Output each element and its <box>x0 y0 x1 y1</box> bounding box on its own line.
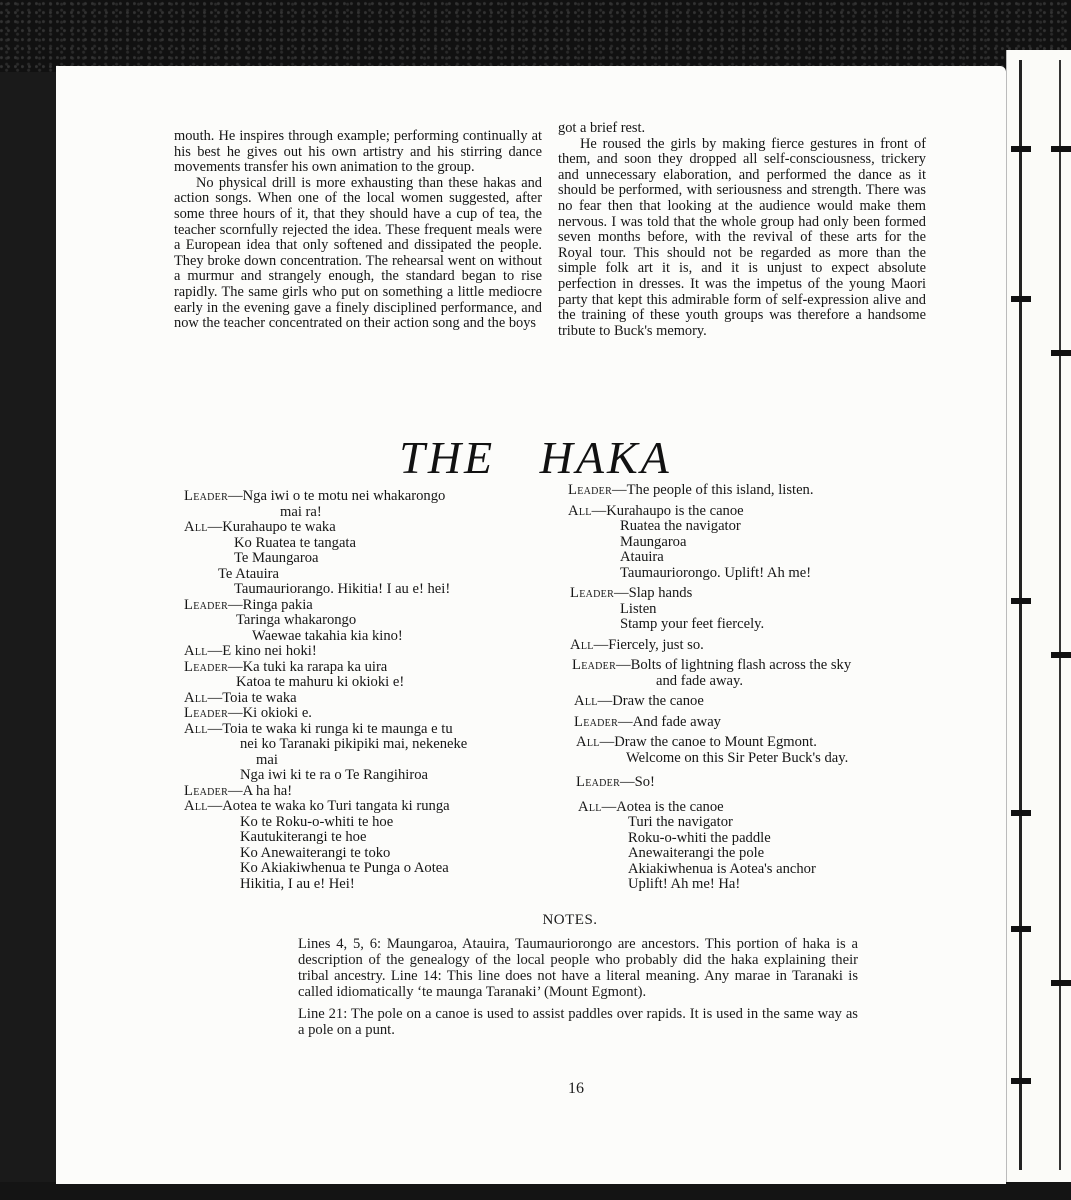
speaker-label: All <box>568 502 592 519</box>
verse-line <box>184 830 564 846</box>
verse-line <box>184 582 564 598</box>
verse-text: Ko Akiakiwhenua te Punga o Aotea <box>240 860 449 876</box>
verse-line <box>568 815 948 831</box>
verse-line <box>568 566 948 582</box>
verse-text: Roku-o-whiti the paddle <box>628 829 771 846</box>
speaker-label: All <box>570 636 594 653</box>
speaker-label: Leader <box>184 658 229 675</box>
haka-maori-text <box>184 489 564 892</box>
verse-text: Waewae takahia kia kino! <box>252 627 403 644</box>
verse-line <box>184 784 564 800</box>
verse-text: Ki okioki e. <box>242 705 312 721</box>
verse-line <box>568 638 948 654</box>
verse-line <box>184 815 564 831</box>
speaker-dash: — <box>601 798 617 815</box>
speaker-dash: — <box>228 658 243 675</box>
speaker-dash: — <box>618 713 633 730</box>
verse-line <box>568 831 948 847</box>
verse-text: Bolts of lightning flash across the sky <box>630 657 852 673</box>
binding-mark <box>1011 598 1031 604</box>
verse-text: Stamp your feet fiercely. <box>620 616 765 632</box>
verse-line <box>184 846 564 862</box>
body-left-column <box>174 129 542 332</box>
speaker-dash: — <box>228 596 243 613</box>
verse-text: Fiercely, just so. <box>608 636 704 653</box>
verse-line <box>568 550 948 566</box>
speaker-label: All <box>184 689 208 706</box>
verse-text: Taringa whakarongo <box>236 612 357 628</box>
verse-text: Katoa te mahuru ki okioki e! <box>236 674 405 690</box>
speaker-dash: — <box>597 693 613 709</box>
haka-english-translation <box>568 483 948 893</box>
note-paragraph: Line 21: The pole on a canoe is used to assist paddles over rapids. It is used in the same way as a pole on a punt. <box>298 1006 858 1038</box>
verse-text: Nga iwi ki te ra o Te Rangihiroa <box>240 767 428 783</box>
speaker-label: Leader <box>184 782 229 799</box>
verse-line <box>184 753 564 769</box>
speaker-label: Leader <box>570 585 615 601</box>
speaker-dash: — <box>612 482 627 498</box>
scan-border-top <box>0 0 1071 72</box>
edge-rule <box>1059 60 1061 1170</box>
speaker-label: Leader <box>568 482 613 498</box>
speaker-dash: — <box>620 774 635 790</box>
verse-line <box>568 862 948 878</box>
verse-text: Toia te waka <box>222 689 297 706</box>
verse-text: Aotea is the canoe <box>616 798 724 815</box>
verse-text: Turi the navigator <box>628 814 733 830</box>
speaker-label: All <box>184 519 208 535</box>
verse-text: Kurahaupo is the canoe <box>606 502 744 519</box>
verse-text: The people of this island, listen. <box>626 482 814 498</box>
verse-text: Taumauriorango. Hikitia! I au e! hei! <box>234 581 451 597</box>
verse-text: Ko te Roku-o-whiti te hoe <box>240 813 394 830</box>
speaker-dash: — <box>593 636 609 653</box>
binding-mark <box>1051 652 1071 658</box>
binding-mark <box>1051 350 1071 356</box>
body-right-column <box>558 121 926 339</box>
speaker-dash: — <box>616 657 631 673</box>
verse-line <box>184 861 564 877</box>
verse-text: Kurahaupo te waka <box>222 519 336 535</box>
verse-text: mai <box>256 751 278 768</box>
verse-text: Taumauriorongo. Uplift! Ah me! <box>620 564 812 581</box>
speaker-label: All <box>184 798 208 814</box>
verse-text: Uplift! Ah me! Ha! <box>628 876 741 892</box>
verse-text: Listen <box>620 600 657 617</box>
verse-line <box>184 536 564 552</box>
verse-line <box>184 629 564 645</box>
verse-text: Hikitia, I au e! Hei! <box>240 875 355 892</box>
scan-border-bottom <box>0 1182 1071 1200</box>
verse-text: Ko Ruatea te tangata <box>234 534 356 551</box>
verse-line <box>184 768 564 784</box>
speaker-dash: — <box>207 689 223 706</box>
body-paragraph: He roused the girls by making fierce gestures in front of them, and soon they dropped all self-consciousness, trickery and unnecessary elaboration, and performed the dance as it should be performed, with seriousness and strength. There was no fear then that looking at the audience would make them nervous. I was told that the whole group had only been formed seven months before, with the revival of these arts for the Royal tour. This should not be regarded as more than the simple folk art it is, and it is unjust to expect absolute perfection in dresses. It was the impetus of the young Maori party that kept this admirable form of self-expression alive and the training of these youth groups was therefore a handsome tribute to Buck's memory. <box>558 135 926 339</box>
verse-text: Ruatea the navigator <box>620 518 741 534</box>
verse-text: nei ko Taranaki pikipiki mai, nekeneke <box>240 736 468 752</box>
speaker-label: Leader <box>574 713 619 730</box>
verse-line <box>184 613 564 629</box>
speaker-dash: — <box>207 720 223 737</box>
page-title: THE HAKA <box>399 432 672 483</box>
speaker-dash: — <box>591 502 607 519</box>
speaker-label: Leader <box>184 488 229 504</box>
speaker-label: Leader <box>184 596 229 613</box>
speaker-dash: — <box>228 488 243 504</box>
verse-line <box>184 520 564 536</box>
verse-line <box>184 877 564 893</box>
speaker-label: All <box>184 720 208 737</box>
verse-text: Te Maungaroa <box>234 550 319 566</box>
verse-text: Kautukiterangi te hoe <box>240 829 367 845</box>
binding-mark <box>1011 296 1031 302</box>
verse-line <box>568 658 948 674</box>
verse-line <box>184 505 564 521</box>
verse-line <box>184 737 564 753</box>
binding-mark <box>1011 146 1031 152</box>
speaker-dash: — <box>207 519 223 535</box>
verse-text: Ko Anewaiterangi te toko <box>240 844 391 861</box>
verse-line <box>568 504 948 520</box>
speaker-label: All <box>574 693 598 709</box>
verse-text: Aotea te waka ko Turi tangata ki runga <box>222 798 450 814</box>
verse-text: Draw the canoe <box>612 693 704 709</box>
verse-line <box>568 535 948 551</box>
speaker-label: Leader <box>576 774 621 790</box>
verse-text: A ha ha! <box>242 782 293 799</box>
notes-section <box>298 936 858 1044</box>
body-paragraph: No physical drill is more exhausting than these hakas and action songs. When one of the local women suggested, after some three hours of it, that they should have a cup of tea, the teacher scornfully rejected the idea. These frequent meals were a European idea that only softened and dissipated the people. They broke down concentration. The rehearsal went on without a murmur and strangely enough, the standard began to rise rapidly. The same girls who put on something a little mediocre early in the evening gave a finely disciplined performance, and now the teacher concentrated on their action song and the boys <box>174 174 542 332</box>
verse-text: Nga iwi o te motu nei whakarongo <box>242 488 446 504</box>
verse-text: Ringa pakia <box>242 596 313 613</box>
note-paragraph: Lines 4, 5, 6: Maungaroa, Atauira, Taumauriorongo are ancestors. This portion of haka is a description of the genealogy of the local people who probably did the haka explaining their tribal ancestry. Line 14: This line does not have a literal meaning. Any marae in Taranaki is called idiomatically ‘te maunga Taranaki’ (Mount Egmont). <box>298 936 858 1000</box>
verse-line <box>568 846 948 862</box>
verse-line <box>568 617 948 633</box>
speaker-label: All <box>184 643 208 659</box>
speaker-dash: — <box>599 734 615 750</box>
verse-line <box>184 706 564 722</box>
verse-text: Anewaiterangi the pole <box>628 845 765 861</box>
verse-text: Akiakiwhenua is Aotea's anchor <box>628 860 816 877</box>
verse-text: Te Atauira <box>218 565 279 582</box>
verse-line <box>184 551 564 567</box>
verse-line <box>568 483 948 499</box>
speaker-label: All <box>576 734 600 750</box>
verse-line <box>568 602 948 618</box>
verse-text: Draw the canoe to Mount Egmont. <box>614 734 817 750</box>
verse-line <box>184 644 564 660</box>
binding-mark <box>1051 980 1071 986</box>
edge-rule <box>1019 60 1022 1170</box>
verse-text: Welcome on this Sir Peter Buck's day. <box>626 749 849 766</box>
verse-line <box>184 691 564 707</box>
page-number: 16 <box>568 1080 584 1097</box>
speaker-dash: — <box>228 782 243 799</box>
speaker-dash: — <box>228 705 243 721</box>
speaker-label: All <box>578 798 602 815</box>
facing-page-edge <box>1006 50 1071 1182</box>
verse-text: and fade away. <box>656 672 743 689</box>
verse-line <box>184 722 564 738</box>
body-paragraph: got a brief rest. <box>558 120 646 136</box>
verse-line <box>568 775 948 791</box>
speaker-dash: — <box>207 643 223 659</box>
verse-text: Maungaroa <box>620 533 687 550</box>
verse-line <box>184 660 564 676</box>
verse-line <box>184 675 564 691</box>
verse-line <box>568 735 948 751</box>
verse-line <box>568 751 948 767</box>
verse-text: Toia te waka ki runga ki te maunga e tu <box>222 720 453 737</box>
verse-text: Atauira <box>620 549 664 565</box>
speaker-label: Leader <box>572 657 617 673</box>
verse-text: Ka tuki ka rarapa ka uira <box>242 658 388 675</box>
verse-line <box>568 694 948 710</box>
verse-text: And fade away <box>632 713 721 730</box>
verse-text: mai ra! <box>280 503 322 520</box>
verse-text: So! <box>634 774 655 790</box>
verse-line <box>568 800 948 816</box>
verse-line <box>568 519 948 535</box>
verse-line <box>184 598 564 614</box>
verse-text: E kino nei hoki! <box>222 643 317 659</box>
body-paragraph: mouth. He inspires through example; performing continually at his best he gives out his own artistry and his stirring dance movements transfer his own animation to the group. <box>174 128 542 176</box>
binding-mark <box>1011 810 1031 816</box>
binding-mark <box>1051 146 1071 152</box>
verse-line <box>568 877 948 893</box>
verse-line <box>184 489 564 505</box>
speaker-dash: — <box>207 798 223 814</box>
verse-line <box>568 586 948 602</box>
verse-line <box>568 674 948 690</box>
verse-line <box>184 567 564 583</box>
speaker-dash: — <box>614 585 629 601</box>
verse-line <box>568 715 948 731</box>
verse-text: Slap hands <box>628 585 693 601</box>
notes-heading: NOTES. <box>542 912 598 928</box>
speaker-label: Leader <box>184 705 229 721</box>
verse-line <box>184 799 564 815</box>
